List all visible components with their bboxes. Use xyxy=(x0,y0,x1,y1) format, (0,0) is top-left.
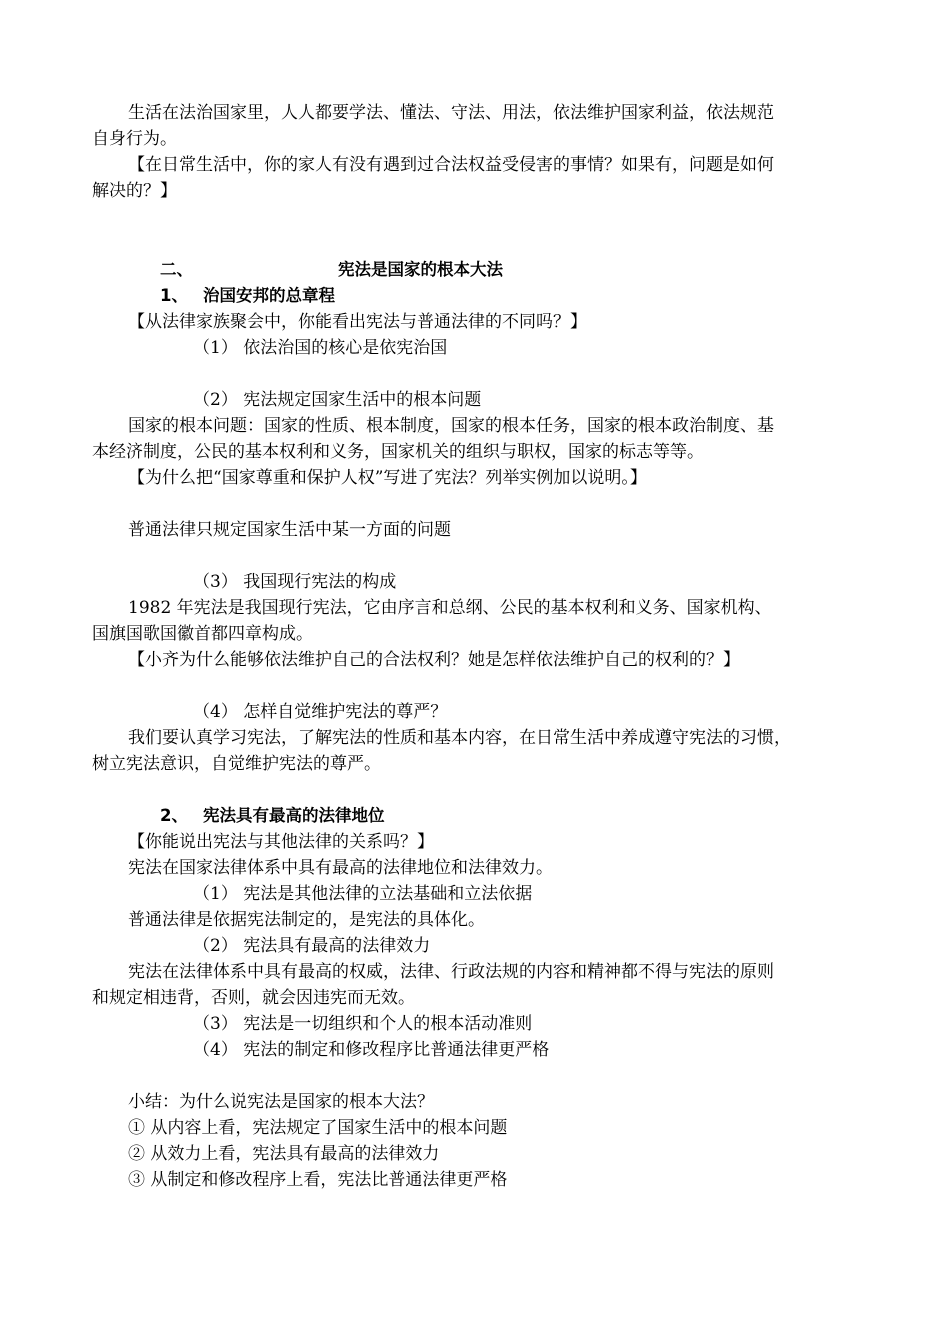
part1-number: 1、 xyxy=(160,286,188,305)
part2-item2: （2） 宪法具有最高的法律效力 xyxy=(193,936,431,956)
part2-number: 2、 xyxy=(160,806,188,825)
part2-paragraph2-line1: 宪法在法律体系中具有最高的权威，法律、行政法规的内容和精神都不得与宪法的原则 xyxy=(128,962,774,982)
summary-point2: ② 从效力上看，宪法具有最高的法律效力 xyxy=(128,1144,440,1164)
part1-paragraph2: 普通法律只规定国家生活中某一方面的问题 xyxy=(128,520,451,540)
summary-point1: ① 从内容上看，宪法规定了国家生活中的根本问题 xyxy=(128,1118,508,1138)
section-number: 二、 xyxy=(160,260,193,279)
summary-title: 小结：为什么说宪法是国家的根本大法？ xyxy=(128,1092,434,1112)
part2-title: 宪法具有最高的法律地位 xyxy=(203,806,385,825)
intro-paragraph-line1: 生活在法治国家里，人人都要学法、懂法、守法、用法，依法维护国家利益，依法规范 xyxy=(128,103,774,123)
part1-question2: 【为什么把“国家尊重和保护人权”写进了宪法？列举实例加以说明。】 xyxy=(128,468,647,488)
part2-item4: （4） 宪法的制定和修改程序比普通法律更严格 xyxy=(193,1040,550,1060)
summary-point3: ③ 从制定和修改程序上看，宪法比普通法律更严格 xyxy=(128,1170,508,1190)
part2-paragraph: 宪法在国家法律体系中具有最高的法律地位和法律效力。 xyxy=(128,858,553,878)
section-title: 宪法是国家的根本大法 xyxy=(338,260,503,279)
part1-item4: （4） 怎样自觉维护宪法的尊严？ xyxy=(193,702,448,722)
part1-item1: （1） 依法治国的核心是依宪治国 xyxy=(193,338,448,358)
part1-question: 【从法律家族聚会中，你能看出宪法与普通法律的不同吗？】 xyxy=(128,312,587,332)
intro-question-line1: 【在日常生活中，你的家人有没有遇到过合法权益受侵害的事情？如果有，问题是如何 xyxy=(128,155,774,175)
part1-paragraph3-line2: 国旗国歌国徽首都四章构成。 xyxy=(92,624,313,644)
part1-item3: （3） 我国现行宪法的构成 xyxy=(193,572,397,592)
part2-item3: （3） 宪法是一切组织和个人的根本活动准则 xyxy=(193,1014,533,1034)
part1-question3: 【小齐为什么能够依法维护自己的合法权利？她是怎样依法维护自己的权利的？】 xyxy=(128,650,740,670)
part1-paragraph-line1: 国家的根本问题：国家的性质、根本制度，国家的根本任务，国家的根本政治制度、基 xyxy=(128,416,774,436)
part1-title: 治国安邦的总章程 xyxy=(203,286,335,305)
intro-paragraph-line2: 自身行为。 xyxy=(92,129,177,149)
part2-paragraph2-line2: 和规定相违背，否则，就会因违宪而无效。 xyxy=(92,988,415,1008)
intro-question-line2: 解决的？】 xyxy=(92,181,177,201)
part1-paragraph4-line1: 我们要认真学习宪法，了解宪法的性质和基本内容，在日常生活中养成遵守宪法的习惯， xyxy=(128,728,791,748)
part1-paragraph4-line2: 树立宪法意识，自觉维护宪法的尊严。 xyxy=(92,754,381,774)
part1-paragraph-line2: 本经济制度，公民的基本权利和义务，国家机关的组织与职权，国家的标志等等。 xyxy=(92,442,704,462)
part2-question: 【你能说出宪法与其他法律的关系吗？】 xyxy=(128,832,434,852)
part1-paragraph3-line1: 1982 年宪法是我国现行宪法，它由序言和总纲、公民的基本权利和义务、国家机构、 xyxy=(128,598,772,618)
part2-item1: （1） 宪法是其他法律的立法基础和立法依据 xyxy=(193,884,533,904)
part1-item2: （2） 宪法规定国家生活中的根本问题 xyxy=(193,390,482,410)
part2-paragraph1: 普通法律是依据宪法制定的，是宪法的具体化。 xyxy=(128,910,485,930)
